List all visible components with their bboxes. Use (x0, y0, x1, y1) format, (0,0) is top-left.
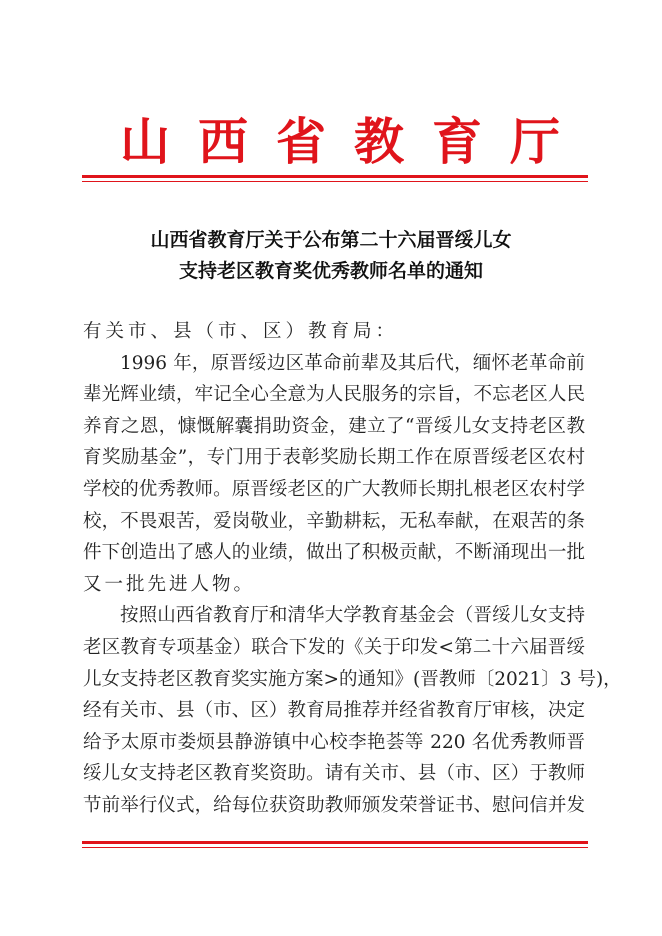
body-line: 经有关市、县（市、区）教育局推荐并经省教育厅审核，决定 (83, 700, 585, 722)
body-line: 学校的优秀教师。原晋绥老区的广大教师长期扎根老区农村学 (83, 478, 585, 500)
footer-divider-thin (82, 847, 588, 848)
body-line: 件下创造出了感人的业绩，做出了积极贡献，不断涌现出一批 (83, 542, 585, 564)
header-char: 西 (198, 112, 248, 171)
footer-divider-thick (82, 841, 588, 844)
body-line: 1996 年，原晋绥边区革命前辈及其后代，缅怀老革命前 (120, 352, 585, 374)
body-line: 节前举行仪式，给每位获资助教师颁发荣誉证书、慰问信并发 (83, 794, 585, 816)
body-line: 绥儿女支持老区教育奖资助。请有关市、县（市、区）于教师 (83, 763, 585, 785)
paragraph-2 (83, 600, 622, 821)
body-line: 按照山西省教育厅和清华大学教育基金会（晋绥儿女支持 (120, 605, 585, 627)
header-char: 山 (120, 112, 170, 171)
header-char: 省 (276, 112, 326, 171)
header-char: 育 (432, 112, 482, 171)
document-body (83, 316, 622, 822)
body-line: 给予太原市娄烦县静游镇中心校李艳荟等 220 名优秀教师晋 (83, 731, 585, 753)
issuing-authority-header (120, 102, 560, 174)
body-line: 养育之恩，慷慨解囊捐助资金，建立了“晋绥儿女支持老区教 (83, 415, 585, 437)
header-divider-thick (82, 175, 588, 178)
body-line: 儿女支持老区教育奖实施方案>的通知》(晋教师〔2021〕3 号)， (83, 668, 622, 690)
body-line: 又一批先进人物。 (83, 573, 256, 595)
header-char: 教 (354, 112, 404, 171)
salutation: 有关市、县（市、区）教育局： (83, 321, 399, 342)
document-title-line-1: 山西省教育厅关于公布第二十六届晋绥儿女 (150, 229, 512, 251)
body-line: 育奖励基金”，专门用于表彰奖励长期工作在原晋绥老区农村 (83, 447, 585, 469)
document-title-line-2: 支持老区教育奖优秀教师名单的通知 (178, 260, 483, 282)
body-line: 辈光辉业绩，牢记全心全意为人民服务的宗旨，不忘老区人民 (83, 384, 585, 406)
header-divider-thin (82, 181, 588, 182)
body-line: 老区教育专项基金）联合下发的《关于印发<第二十六届晋绥 (83, 636, 585, 658)
header-char: 厅 (510, 112, 560, 171)
paragraph-1 (83, 348, 585, 601)
body-line: 校，不畏艰苦，爱岗敬业，辛勤耕耘，无私奉献，在艰苦的条 (83, 510, 585, 532)
